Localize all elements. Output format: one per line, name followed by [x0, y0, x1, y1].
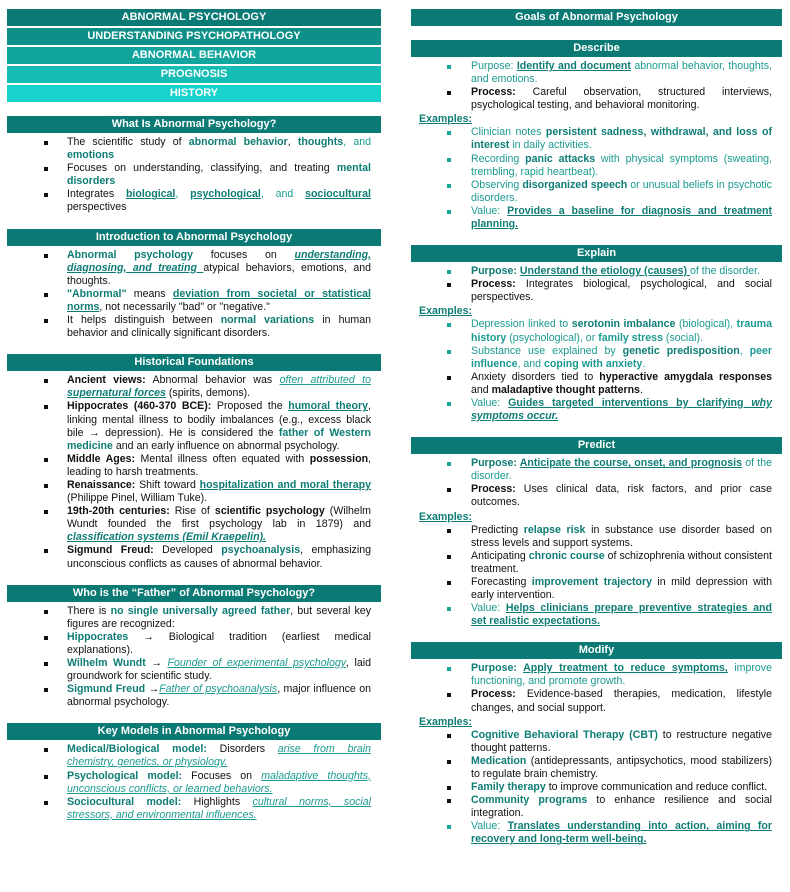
- text-run: hyperactive amygdala responses: [599, 370, 773, 383]
- text-run: Family therapy: [471, 781, 546, 794]
- list-item: [7, 136, 381, 162]
- text-run: Middle Ages:: [67, 452, 136, 465]
- text-run: Developed: [153, 544, 222, 557]
- text-run: Sociocultural model:: [67, 795, 182, 808]
- topic-nav: [7, 9, 381, 102]
- list-item: [7, 743, 381, 769]
- text-run: sociocultural: [305, 188, 371, 201]
- nav-item-abnormal-behavior[interactable]: ABNORMAL BEHAVIOR: [7, 47, 381, 64]
- example-list: [411, 126, 782, 231]
- text-run: psychological: [190, 188, 261, 201]
- text-run: of the disorder.: [471, 457, 772, 483]
- text-run: mental disorders: [67, 162, 371, 188]
- bullet-list: [7, 136, 381, 215]
- left-column: [7, 9, 381, 822]
- text-run: Helps clinicians prepare preventive strategies and set realistic expectations.: [471, 602, 772, 628]
- list-item: [7, 314, 381, 340]
- example-item: [411, 345, 782, 371]
- text-run: biological: [125, 188, 176, 201]
- list-item: [411, 662, 782, 688]
- text-run: in substance use disorder based on stress levels and support systems.: [471, 523, 772, 549]
- text-run: psychoanalysis: [221, 544, 301, 557]
- bullet-list: [7, 743, 381, 822]
- section-key-models-in-abnormal-psychology: [7, 723, 381, 822]
- bullet-list: [411, 265, 782, 304]
- text-run: family stress: [598, 331, 663, 344]
- text-run: panic attacks: [525, 152, 596, 165]
- text-run: Ancient views:: [67, 374, 146, 387]
- text-run: Purpose:: [471, 457, 520, 470]
- bullet-list: [7, 249, 381, 341]
- text-run: abnormal behavior: [188, 136, 288, 148]
- text-run: Value:: [471, 204, 508, 217]
- text-run: coping with anxiety: [544, 357, 643, 370]
- section-heading: Key Models in Abnormal Psychology: [7, 723, 381, 740]
- text-run: scientific psychology: [214, 505, 325, 518]
- text-run: Apply treatment to reduce symptoms,: [523, 662, 728, 675]
- goal-modify: [411, 642, 782, 846]
- text-run: (Philippe Pinel, William Tuke).: [67, 492, 208, 505]
- section-introduction-to-abnormal-psychology: [7, 229, 381, 341]
- text-run: There is: [67, 604, 111, 617]
- text-run: and an early influence on abnormal psychology.: [112, 439, 340, 452]
- text-run: Identify and document: [516, 60, 631, 72]
- text-run: ,: [175, 188, 191, 201]
- text-run: Process:: [471, 688, 516, 701]
- section-what-is-abnormal-psychology: [7, 116, 381, 215]
- text-run: (Wilhelm Wundt founded the first psychology lab in 1879) and: [67, 505, 372, 531]
- text-run: Medical/Biological model:: [67, 743, 207, 756]
- text-run: thoughts: [297, 136, 344, 148]
- text-run: Observing: [471, 178, 523, 191]
- text-run: abnormal behavior, thoughts, and emotions.: [471, 60, 772, 86]
- text-run: The scientific study of: [67, 136, 189, 148]
- text-run: why symptoms occur.: [471, 396, 772, 423]
- nav-item-abnormal-psychology[interactable]: ABNORMAL PSYCHOLOGY: [7, 9, 381, 26]
- examples-label: Examples :: [419, 304, 782, 318]
- text-run: and: [471, 383, 492, 396]
- bullet-list: [411, 457, 782, 509]
- bullet-list: [7, 605, 381, 710]
- text-run: ,: [739, 344, 750, 357]
- example-item: [411, 524, 782, 550]
- text-run: Value:: [471, 820, 508, 833]
- text-run: .: [642, 357, 646, 370]
- text-run: , and: [260, 188, 306, 201]
- text-run: atypical behaviors, emotions, and thoughts.: [67, 261, 371, 287]
- text-run: Abnormal behavior was: [145, 374, 280, 387]
- text-run: to restructure negative thought patterns.: [471, 728, 772, 754]
- text-run: Abnormal psychology: [67, 248, 194, 261]
- nav-item-understanding-psychopathology[interactable]: UNDERSTANDING PSYCHOPATHOLOGY: [7, 28, 381, 45]
- text-run: Sigmund Freud:: [67, 544, 154, 557]
- text-run: of schizophrenia without consistent treatment.: [471, 549, 772, 575]
- text-run: (social).: [662, 331, 703, 344]
- text-run: , and: [517, 357, 545, 370]
- section-heading: Introduction to Abnormal Psychology: [7, 229, 381, 246]
- section-heading: Who is the “Father” of Abnormal Psychology?: [7, 585, 381, 602]
- text-run: Forecasting: [471, 575, 532, 588]
- text-run: Process:: [471, 278, 516, 291]
- text-run: , linking mental illness to bodily imbalances (e.g., excess black bile → depression). He is considered the: [67, 400, 371, 439]
- example-item: [411, 397, 782, 423]
- example-list: [411, 729, 782, 847]
- text-run: in mild depression with early intervention.: [471, 575, 773, 601]
- list-item: [411, 278, 782, 304]
- text-run: , major influence on abnormal psychology.: [67, 683, 371, 709]
- text-run: Mental illness often equated with: [135, 452, 310, 465]
- text-run: in daily activities.: [509, 139, 592, 152]
- text-run: Psychological model:: [67, 769, 183, 782]
- goal-explain: [411, 245, 782, 423]
- goal-heading: Modify: [411, 642, 782, 659]
- text-run: perspectives: [67, 201, 127, 214]
- text-run: to improve communication and reduce conflict.: [545, 781, 768, 794]
- text-run: Hippocrates: [67, 630, 129, 643]
- text-run: humoral theory: [288, 400, 369, 413]
- text-run: Guides targeted interventions by clarifying: [508, 396, 752, 409]
- bullet-list: [7, 374, 381, 570]
- section-heading: What Is Abnormal Psychology?: [7, 116, 381, 133]
- example-item: [411, 318, 782, 344]
- list-item: [411, 483, 782, 509]
- text-run: , laid groundwork for scientific study.: [67, 657, 371, 683]
- text-run: maladaptive thoughts, unconscious conflicts, or learned behaviors.: [67, 769, 371, 795]
- example-item: [411, 550, 782, 576]
- example-item: [411, 126, 782, 152]
- text-run: Value:: [471, 602, 506, 615]
- text-run: improvement trajectory: [531, 575, 652, 588]
- text-run: Father of psychoanalysis: [159, 683, 278, 696]
- text-run: →: [145, 657, 168, 669]
- text-run: , emphasizing unconscious conflicts as causes of abnormal behavior.: [67, 544, 371, 570]
- list-item: [7, 479, 381, 505]
- text-run: Purpose:: [471, 662, 524, 675]
- text-run: Shift toward: [135, 478, 200, 491]
- text-run: (antidepressants, antipsychotics, mood stabilizers) to regulate brain chemistry.: [471, 754, 772, 780]
- list-item: [7, 249, 381, 288]
- list-item: [7, 374, 381, 400]
- text-run: (biological),: [675, 318, 737, 331]
- text-run: .: [639, 383, 643, 396]
- list-item: [7, 631, 381, 657]
- examples-label: Examples :: [419, 510, 782, 524]
- example-item: [411, 781, 782, 794]
- text-run: persistent sadness, withdrawal, and loss of interest: [471, 126, 772, 152]
- list-item: [7, 400, 381, 452]
- goal-predict: [411, 437, 782, 628]
- example-item: [411, 755, 782, 781]
- section-who-is-the-father-of-abnormal-psychology: [7, 585, 381, 710]
- text-run: Careful observation, structured interviews, psychological testing, and behavioral monitoring.: [471, 86, 772, 112]
- text-run: maladaptive thought patterns: [491, 383, 640, 396]
- text-run: improve functioning, and promote growth.: [471, 662, 772, 688]
- text-run: possession: [309, 452, 369, 465]
- text-run: → Biological tradition (earliest medical explanations).: [67, 630, 371, 656]
- text-run: no single universally agreed father: [110, 604, 291, 617]
- text-run: Recording: [471, 152, 526, 165]
- text-run: of the disorder.: [689, 265, 761, 278]
- list-item: [7, 605, 381, 631]
- text-run: classification systems (Emil Kraepelin).: [67, 531, 267, 544]
- text-run: 19th-20th centuries:: [67, 505, 170, 518]
- example-item: [411, 576, 782, 602]
- text-run: Disorders: [206, 743, 278, 756]
- text-run: , not necessarily "bad" or "negative.": [99, 300, 270, 313]
- text-run: Hippocrates (460-370 BCE):: [67, 400, 212, 413]
- bullet-list: [411, 60, 782, 112]
- text-run: Integrates biological, psychological, and social perspectives.: [471, 278, 772, 304]
- text-run: It helps distinguish between: [67, 314, 221, 327]
- list-item: [7, 288, 381, 314]
- example-item: [411, 205, 782, 231]
- text-run: to enhance resilience and social integration.: [471, 794, 772, 820]
- text-run: , leading to harsh treatments.: [67, 452, 371, 478]
- text-run: genetic predisposition: [622, 344, 740, 357]
- text-run: (psychological), or: [506, 331, 599, 344]
- text-run: Predicting: [471, 523, 524, 536]
- text-run: focuses on: [193, 248, 295, 261]
- text-run: normal variations: [220, 314, 315, 327]
- list-item: [411, 457, 782, 483]
- example-item: [411, 153, 782, 179]
- text-run: Highlights: [181, 795, 253, 808]
- text-run: peer influence: [471, 344, 773, 370]
- text-run: Founder of experimental psychology: [167, 657, 347, 669]
- left-sections: [7, 116, 381, 822]
- text-run: deviation from societal or statistical norms: [67, 287, 371, 313]
- list-item: [7, 544, 381, 570]
- text-run: Process:: [471, 483, 516, 496]
- goal-heading: Explain: [411, 245, 782, 262]
- text-run: with physical symptoms (sweating, trembling, rapid heartbeat).: [471, 152, 773, 178]
- text-run: Cognitive Behavioral Therapy (CBT): [471, 728, 658, 741]
- text-run: Depression linked to: [471, 318, 572, 331]
- nav-item-history[interactable]: HISTORY: [7, 85, 381, 102]
- list-item: [7, 796, 381, 822]
- text-run: Integrates: [67, 188, 126, 201]
- list-item: [7, 683, 381, 709]
- example-item: [411, 729, 782, 755]
- text-run: Sigmund Freud: [67, 683, 146, 696]
- text-run: (spirits, demons).: [165, 387, 251, 400]
- text-run: Proposed the: [211, 400, 289, 413]
- text-run: Community programs: [471, 794, 588, 807]
- text-run: serotonin imbalance: [571, 318, 676, 331]
- text-run: in human behavior and clinically significant disorders.: [67, 314, 371, 340]
- goal-describe: [411, 40, 782, 231]
- text-run: relapse risk: [523, 523, 586, 536]
- text-run: cultural norms, social stressors, and environmental influences.: [67, 795, 372, 821]
- examples-label: Examples :: [419, 112, 782, 126]
- nav-item-prognosis[interactable]: PROGNOSIS: [7, 66, 381, 83]
- list-item: [7, 657, 381, 683]
- text-run: or unusual beliefs in psychotic disorders.: [471, 178, 772, 204]
- goal-heading: Describe: [411, 40, 782, 57]
- example-item: [411, 794, 782, 820]
- example-item: [411, 602, 782, 628]
- list-item: [411, 60, 782, 86]
- text-run: Purpose:: [471, 60, 517, 72]
- text-run: often attributed to: [279, 374, 371, 387]
- text-run: supernatural forces: [67, 387, 166, 400]
- text-run: Value:: [471, 396, 509, 409]
- text-run: Focuses on: [182, 769, 262, 782]
- example-item: [411, 820, 782, 846]
- right-column: [411, 9, 782, 847]
- text-run: Evidence-based therapies, medication, lifestyle changes, and social support.: [471, 688, 772, 714]
- example-list: [411, 318, 782, 423]
- text-run: understanding, diagnosing, and treating: [67, 248, 372, 274]
- text-run: Anticipating: [471, 549, 529, 562]
- list-item: [7, 505, 381, 544]
- goal-heading: Predict: [411, 437, 782, 454]
- text-run: Substance use explained by: [471, 344, 623, 357]
- text-run: Renaissance:: [67, 478, 136, 491]
- text-run: chronic course: [528, 549, 605, 562]
- section-historical-foundations: [7, 354, 381, 570]
- list-item: [7, 162, 381, 188]
- text-run: "Abnormal": [67, 287, 127, 300]
- text-run: father of Western medicine: [67, 426, 371, 452]
- text-run: Focuses on understanding, classifying, and treating: [67, 162, 337, 175]
- text-run: means: [126, 287, 173, 300]
- example-item: [411, 371, 782, 397]
- list-item: [411, 86, 782, 112]
- goal-sections: [411, 40, 782, 847]
- text-run: Purpose:: [471, 265, 520, 278]
- list-item: [411, 265, 782, 278]
- text-run: Anxiety disorders tied to: [471, 370, 600, 383]
- bullet-list: [411, 662, 782, 714]
- text-run: →: [145, 683, 160, 696]
- text-run: Provides a baseline for diagnosis and treatment planning.: [471, 204, 772, 231]
- text-run: Understand the etiology (causes): [519, 265, 690, 278]
- examples-label: Examples :: [419, 715, 782, 729]
- text-run: Rise of: [169, 505, 215, 518]
- list-item: [7, 770, 381, 796]
- text-run: Uses clinical data, risk factors, and prior case outcomes.: [471, 483, 772, 509]
- text-run: Anticipate the course, onset, and prognosis: [519, 457, 742, 470]
- text-run: arise from brain chemistry, genetics, or physiology.: [67, 743, 372, 769]
- text-run: , and: [343, 136, 371, 148]
- goals-title: Goals of Abnormal Psychology: [411, 9, 782, 26]
- text-run: disorganized speech: [522, 178, 628, 191]
- text-run: hospitalization and moral therapy: [199, 478, 372, 491]
- text-run: trauma history: [471, 318, 772, 344]
- text-run: Process:: [471, 86, 516, 99]
- text-run: Clinician notes: [471, 126, 546, 139]
- text-run: Translates understanding into action, aiming for recovery and long-term well-being.: [471, 820, 772, 846]
- text-run: , but several key figures are recognized:: [67, 604, 371, 630]
- section-heading: Historical Foundations: [7, 354, 381, 371]
- list-item: [7, 188, 381, 214]
- text-run: Wilhelm Wundt: [67, 657, 146, 669]
- example-item: [411, 179, 782, 205]
- text-run: emotions: [67, 149, 115, 162]
- list-item: [7, 453, 381, 479]
- text-run: ,: [287, 136, 298, 148]
- list-item: [411, 688, 782, 714]
- example-list: [411, 524, 782, 629]
- text-run: Medication: [471, 754, 527, 767]
